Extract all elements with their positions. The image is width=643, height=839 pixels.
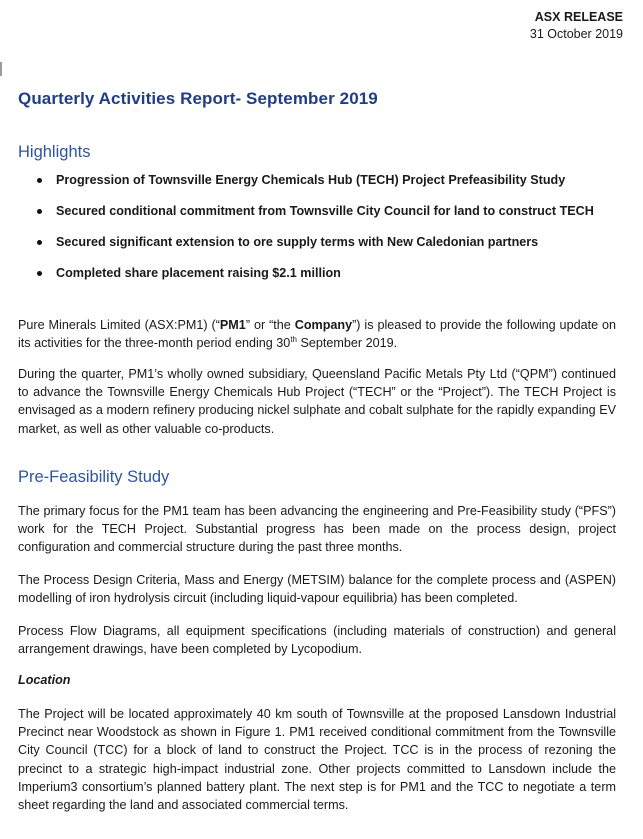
intro-text-b: ” or “the xyxy=(245,318,295,332)
page-edge-mark xyxy=(0,62,2,76)
release-label: ASX RELEASE xyxy=(534,10,623,24)
intro-text-c: ”) is pleased to provide the following update on its activities for the three-month period ending 30 xyxy=(18,318,617,351)
release-header xyxy=(530,9,623,43)
intro-paragraph-2: During the quarter, PM1’s wholly owned subsidiary, Queensland Pacific Metals Pty Ltd (“QPM”) continued to advance the Townsville Energy Chemicals Hub Project (“TECH” or the “Project”). The TECH Project is envisaged as a modern refinery producing nickel sulphate and cobalt sulphate for the rapidly expanding EV market, as well as other valuable co-products. xyxy=(18,367,616,436)
intro-pm1: PM1 xyxy=(219,318,246,332)
report-title: Quarterly Activities Report- September 2019 xyxy=(18,89,378,108)
intro-text-a: Pure Minerals Limited (ASX:PM1) (“ xyxy=(18,318,220,332)
highlights-heading: Highlights xyxy=(18,143,91,161)
pfs-paragraph-2: The Process Design Criteria, Mass and Energy (METSIM) balance for the complete process and (ASPEN) modelling of iron hydrolysis circuit (including liquid-vapour equilibria) has been completed. xyxy=(18,573,616,606)
pfs-paragraph-3: Process Flow Diagrams, all equipment specifications (including materials of construction) and general arrangement drawings, have been completed by Lycopodium. xyxy=(18,624,616,657)
intro-paragraph-1 xyxy=(18,316,616,352)
release-date: 31 October 2019 xyxy=(529,27,623,41)
highlights-list xyxy=(18,172,618,296)
intro-company: Company xyxy=(294,318,353,332)
intro-superscript: th xyxy=(290,335,297,345)
pfs-paragraph-1: The primary focus for the PM1 team has been advancing the engineering and Pre-Feasibility study (“PFS”) work for the TECH Project. Substantial progress has been made on the process design, project configuration and commercial structure during the past three months. xyxy=(18,504,616,555)
location-paragraph: The Project will be located approximately 40 km south of Townsville at the proposed Lansdown Industrial Precinct near Woodstock as shown in Figure 1. PM1 received conditional commitment from the Townsville City Council (TCC) for a block of land to construct the Project. TCC is in the process of rezoning the precinct to a strategic high-impact industrial zone. Other projects committed to Lansdown include the Imperium3 consortium’s planned battery plant. The next step is for PM1 and the TCC to negotiate a term sheet regarding the land and associated commercial terms. xyxy=(18,707,616,813)
pfs-heading: Pre-Feasibility Study xyxy=(18,468,170,486)
highlight-item: Completed share placement raising $2.1 million xyxy=(18,265,618,296)
highlight-item: Progression of Townsville Energy Chemicals Hub (TECH) Project Prefeasibility Study xyxy=(18,172,618,203)
highlight-item: Secured conditional commitment from Townsville City Council for land to construct TECH xyxy=(18,203,618,234)
highlight-item: Secured significant extension to ore supply terms with New Caledonian partners xyxy=(18,234,618,265)
intro-text-d: September 2019. xyxy=(297,336,398,351)
location-heading: Location xyxy=(18,673,71,687)
